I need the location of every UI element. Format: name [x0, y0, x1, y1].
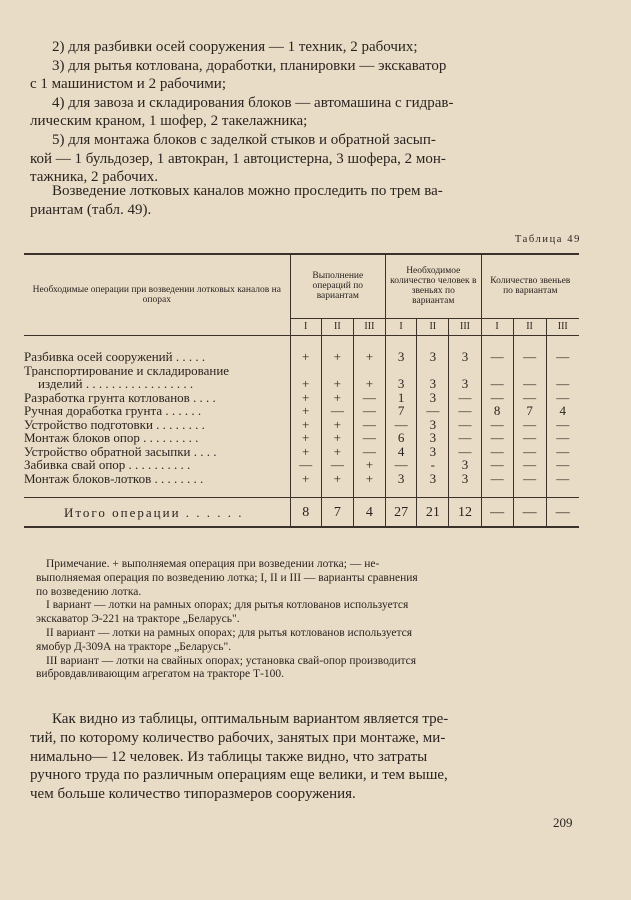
- cell-value: +: [321, 445, 353, 459]
- cell-value: +: [290, 472, 321, 486]
- note-line: ямобур Д-309А на тракторе „Беларусь".: [36, 640, 232, 653]
- operation-name: Монтаж блоков опор . . . . . . . . .: [24, 431, 199, 445]
- text-line: ручного труда по различным операциям еще велики, и тем выше,: [30, 767, 448, 784]
- cell-value: +: [321, 391, 353, 405]
- table-row: [24, 391, 579, 405]
- cell-value: —: [481, 350, 513, 364]
- total-value: —: [546, 498, 579, 528]
- page-number: 209: [553, 815, 573, 830]
- cell-value: [417, 364, 449, 378]
- cell-value: —: [321, 458, 353, 472]
- text-line: риантам (табл. 49).: [30, 201, 152, 218]
- cell-value: 3: [417, 350, 449, 364]
- cell-value: [546, 364, 579, 378]
- cell-value: 3: [449, 350, 481, 364]
- total-value: 4: [353, 498, 385, 528]
- cell-value: [321, 364, 353, 378]
- total-value: 27: [385, 498, 416, 528]
- cell-value: —: [481, 445, 513, 459]
- text-line: 2) для разбивки осей сооружения — 1 техник, 2 рабочих;: [52, 39, 418, 55]
- total-value: 7: [321, 498, 353, 528]
- group-header-people: Необходимое количество человек в звеньях по вариантам: [385, 254, 481, 318]
- cell-value: —: [546, 391, 579, 405]
- cell-value: —: [481, 431, 513, 445]
- total-value: —: [481, 498, 513, 528]
- cell-value: —: [513, 418, 546, 432]
- note-line: III вариант — лотки на свайных опорах; установка свай-опор производится: [46, 654, 417, 667]
- cell-value: —: [449, 445, 481, 459]
- cell-value: —: [546, 418, 579, 432]
- cell-value: —: [481, 418, 513, 432]
- cell-value: —: [385, 458, 416, 472]
- variant-label: III: [353, 318, 385, 335]
- operation-name: Устройство подготовки . . . . . . . .: [24, 417, 205, 431]
- cell-value: 3: [417, 377, 449, 391]
- cell-value: —: [449, 404, 481, 418]
- cell-value: +: [321, 418, 353, 432]
- table-row: [24, 364, 579, 378]
- cell-value: +: [353, 472, 385, 486]
- table-row: [24, 472, 579, 486]
- cell-value: +: [290, 391, 321, 405]
- note-line: экскаватор Э-221 на тракторе „Беларусь".: [36, 613, 240, 626]
- cell-value: —: [546, 431, 579, 445]
- cell-value: 8: [481, 404, 513, 418]
- text-line: тий, по которому количество рабочих, занятых при монтаже, ми-: [30, 729, 446, 746]
- cell-value: —: [353, 431, 385, 445]
- cell-value: —: [513, 458, 546, 472]
- cell-value: —: [385, 418, 416, 432]
- cell-value: —: [449, 391, 481, 405]
- table-row: [24, 458, 579, 472]
- cell-value: —: [353, 404, 385, 418]
- cell-value: 3: [385, 472, 416, 486]
- cell-value: [449, 364, 481, 378]
- cell-value: —: [513, 445, 546, 459]
- cell-value: —: [513, 431, 546, 445]
- variant-label: II: [321, 318, 353, 335]
- cell-value: —: [449, 431, 481, 445]
- cell-value: -: [417, 458, 449, 472]
- cell-value: 3: [449, 377, 481, 391]
- variant-label: II: [417, 318, 449, 335]
- data-table: [24, 253, 579, 528]
- cell-value: [481, 364, 513, 378]
- total-label: Итого операции . . . . . .: [64, 504, 244, 520]
- operation-name: Монтаж блоков-лотков . . . . . . . .: [24, 471, 204, 485]
- cell-value: 6: [385, 431, 416, 445]
- cell-value: —: [353, 445, 385, 459]
- cell-value: —: [290, 458, 321, 472]
- column-header-operations: Необходимые операции при возведении лотковых каналов на опорах: [24, 254, 290, 336]
- table-row: [24, 404, 579, 418]
- cell-value: —: [353, 391, 385, 405]
- text-line: 5) для монтажа блоков с заделкой стыков и обратной засып-: [52, 131, 436, 148]
- cell-value: 3: [385, 350, 416, 364]
- cell-value: 3: [449, 472, 481, 486]
- table-row: [24, 377, 579, 391]
- variant-label: I: [481, 318, 513, 335]
- text-line: Возведение лотковых каналов можно проследить по трем ва-: [52, 183, 443, 199]
- note-line: по возведению лотка.: [36, 585, 142, 598]
- cell-value: 7: [513, 404, 546, 418]
- note-line: вибровдавливающим агрегатом на тракторе Т-100.: [36, 668, 285, 681]
- cell-value: 1: [385, 391, 416, 405]
- operation-name: Транспортирование и складирование: [24, 363, 230, 377]
- note-line: выполняемая операция по возведению лотка; I, II и III — варианты сравнения: [36, 571, 418, 584]
- cell-value: [290, 364, 321, 378]
- variant-label: III: [449, 318, 481, 335]
- operation-name: Ручная доработка грунта . . . . . .: [24, 404, 202, 418]
- cell-value: —: [449, 418, 481, 432]
- cell-value: —: [546, 472, 579, 486]
- text-line: 3) для рытья котлована, доработки, планировки — экскаватор: [52, 57, 447, 74]
- cell-value: —: [321, 404, 353, 418]
- text-line: с 1 машинистом и 2 рабочими;: [30, 76, 226, 93]
- text-line: 4) для завоза и складирования блоков — автомашина с гидрав-: [52, 94, 454, 111]
- text-line: чем больше количество типоразмеров сооружения.: [30, 786, 356, 803]
- variant-label: I: [385, 318, 416, 335]
- cell-value: +: [321, 472, 353, 486]
- note-line: Примечание. + выполняемая операция при возведении лотка; — не-: [46, 558, 380, 570]
- table-caption: Таблица 49: [514, 234, 581, 245]
- table-row: [24, 445, 579, 459]
- cell-value: +: [290, 445, 321, 459]
- note-line: I вариант — лотки на рамных опорах; для рытья котлованов используется: [46, 599, 409, 612]
- text-line: тажника, 2 рабочих.: [30, 169, 159, 186]
- operation-name: изделий . . . . . . . . . . . . . . . . .: [38, 377, 194, 391]
- cell-value: —: [417, 404, 449, 418]
- total-value: 8: [290, 498, 321, 528]
- cell-value: +: [321, 350, 353, 364]
- table-row: [24, 350, 579, 364]
- cell-value: 4: [546, 404, 579, 418]
- total-value: —: [513, 498, 546, 528]
- cell-value: —: [546, 350, 579, 364]
- cell-value: —: [481, 391, 513, 405]
- cell-value: —: [481, 472, 513, 486]
- table-body: [24, 350, 579, 485]
- cell-value: —: [546, 458, 579, 472]
- group-header-crews: Количество звеньев по вариантам: [481, 254, 579, 318]
- cell-value: —: [513, 350, 546, 364]
- cell-value: 7: [385, 404, 416, 418]
- table-notes: [36, 558, 584, 682]
- cell-value: 3: [417, 472, 449, 486]
- cell-value: —: [353, 418, 385, 432]
- cell-value: 3: [417, 445, 449, 459]
- text-line: лическим краном, 1 шофер, 2 такелажника;: [30, 113, 308, 130]
- variant-label: III: [546, 318, 579, 335]
- paragraph-conclusion: [30, 710, 586, 804]
- paragraph-crew-list: [30, 38, 586, 187]
- cell-value: —: [546, 377, 579, 391]
- note-line: II вариант — лотки на рамных опорах; для рытья котлованов используется: [46, 626, 413, 639]
- cell-value: —: [513, 377, 546, 391]
- operation-name: Забивка свай опор . . . . . . . . . .: [24, 458, 191, 472]
- text-line: нимально— 12 человек. Из таблицы также видно, что затраты: [30, 748, 428, 765]
- variant-label: I: [290, 318, 321, 335]
- cell-value: +: [353, 458, 385, 472]
- operation-name: Разбивка осей сооружений . . . . .: [24, 350, 206, 364]
- cell-value: —: [513, 472, 546, 486]
- cell-value: —: [481, 458, 513, 472]
- cell-value: [513, 364, 546, 378]
- total-value: 21: [417, 498, 449, 528]
- cell-value: +: [290, 350, 321, 364]
- cell-value: 3: [417, 418, 449, 432]
- cell-value: 3: [417, 391, 449, 405]
- cell-value: +: [290, 404, 321, 418]
- cell-value: +: [321, 431, 353, 445]
- cell-value: [385, 364, 416, 378]
- cell-value: 3: [449, 458, 481, 472]
- cell-value: +: [290, 418, 321, 432]
- cell-value: +: [290, 431, 321, 445]
- cell-value: 3: [385, 377, 416, 391]
- text-line: кой — 1 бульдозер, 1 автокран, 1 автоцистерна, 3 шофера, 2 мон-: [30, 150, 446, 167]
- table-row: [24, 418, 579, 432]
- total-value: 12: [449, 498, 481, 528]
- cell-value: —: [546, 445, 579, 459]
- operation-name: Разработка грунта котлованов . . . .: [24, 390, 216, 404]
- table-row: [24, 431, 579, 445]
- operation-name: Устройство обратной засыпки . . . .: [24, 444, 217, 458]
- cell-value: [353, 364, 385, 378]
- variant-label: II: [513, 318, 546, 335]
- cell-value: 3: [417, 431, 449, 445]
- cell-value: +: [353, 350, 385, 364]
- group-header-execution: Выполнение операций по вариантам: [290, 254, 385, 318]
- text-line: Как видно из таблицы, оптимальным вариантом является тре-: [52, 711, 449, 727]
- paragraph-variants-intro: [30, 182, 586, 219]
- cell-value: +: [353, 377, 385, 391]
- cell-value: +: [290, 377, 321, 391]
- cell-value: +: [321, 377, 353, 391]
- cell-value: —: [513, 391, 546, 405]
- cell-value: —: [481, 377, 513, 391]
- cell-value: 4: [385, 445, 416, 459]
